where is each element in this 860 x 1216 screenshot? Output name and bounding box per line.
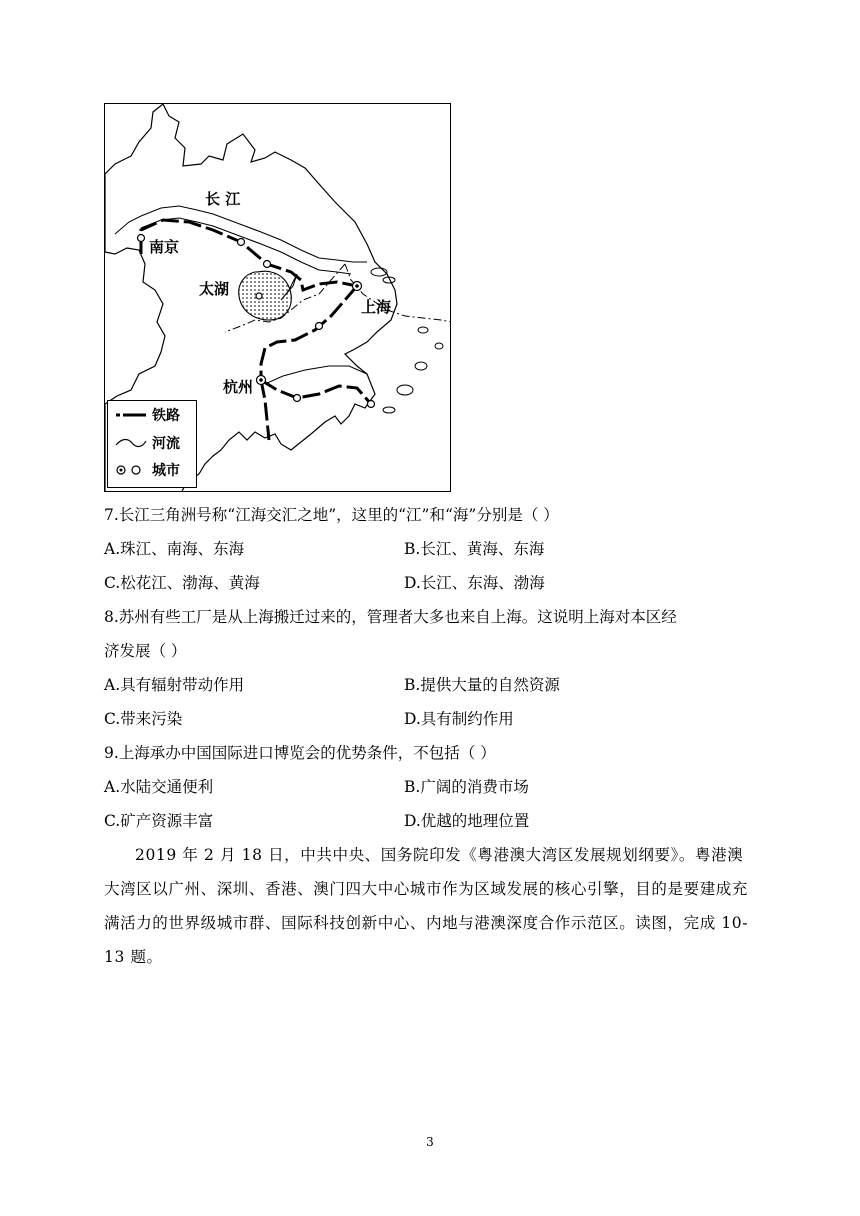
question-9-stem: 9.上海承办中国国际进口博览会的优势条件，不包括（ ）	[104, 744, 496, 762]
question-7-option-a: A.珠江、南海、东海	[104, 540, 245, 558]
island	[418, 327, 428, 333]
river-upper	[115, 216, 141, 234]
island	[383, 407, 395, 413]
label-changjiang: 长 江	[205, 190, 241, 208]
city-dot	[368, 401, 375, 408]
yangtze-delta-map	[104, 103, 451, 492]
railway-hangzhou-east	[261, 380, 371, 404]
page-number: 3	[426, 1135, 434, 1149]
legend-railway-label: 铁路	[152, 408, 180, 424]
legend-railway	[112, 404, 196, 426]
city-dot	[294, 395, 301, 402]
question-7-stem: 7.长江三角洲号称“江海交汇之地”，这里的“江”和“海”分别是（ ）	[104, 506, 559, 524]
question-8-stem-line1: 8.苏州有些工厂是从上海搬迁过来的，管理者大多也来自上海。这说明上海对本区经	[104, 608, 677, 626]
railway-symbol-icon	[114, 408, 148, 422]
legend-river	[112, 432, 196, 454]
city-dot	[264, 261, 271, 268]
question-9-option-a: A.水陆交通便利	[104, 778, 214, 796]
passage-text: 2019 年 2 月 18 日，中共中央、国务院印发《粤港澳大湾区发展规划纲要》。粤港澳大湾区以广州、深圳、香港、澳门四大中心城市作为区域发展的核心引擎，目的是要建成充满活力的世界级城市群、国际科技创新中心、内地与港澳深度合作示范区。读图，完成 10-13 题。	[104, 846, 749, 966]
legend-city	[112, 459, 196, 481]
city-dot-shanghai-inner	[355, 284, 359, 288]
railway-hangzhou-south	[261, 380, 269, 440]
label-shanghai: 上海	[361, 298, 392, 316]
city-dot	[238, 239, 245, 246]
taihu-lake	[239, 271, 292, 320]
river-qiantang	[265, 366, 367, 384]
question-8-option-a: A.具有辐射带动作用	[104, 676, 245, 694]
question-8-option-b: B.提供大量的自然资源	[404, 676, 560, 694]
river-symbol-icon	[114, 436, 148, 450]
city-dot-hangzhou-inner	[259, 378, 263, 382]
label-nanjing: 南京	[149, 238, 180, 256]
question-7-option-b: B.长江、黄海、东海	[404, 540, 545, 558]
island	[397, 385, 413, 395]
city-symbol-icon	[114, 463, 148, 477]
question-8-option-d: D.具有制约作用	[404, 710, 514, 728]
legend-river-label: 河流	[152, 436, 180, 452]
legend-city-label: 城市	[152, 463, 180, 479]
question-7-option-c: C.松花江、渤海、黄海	[104, 574, 260, 592]
city-dot-nanjing	[138, 235, 145, 242]
label-hangzhou: 杭州	[223, 378, 254, 396]
island	[415, 362, 427, 370]
city-dot	[316, 323, 323, 330]
city-dot-suzhou	[256, 293, 262, 299]
question-9-option-b: B.广阔的消费市场	[404, 778, 529, 796]
label-taihu: 太湖	[199, 280, 230, 298]
map-legend	[107, 400, 197, 488]
question-9-option-d: D.优越的地理位置	[404, 812, 530, 830]
island	[435, 343, 443, 349]
question-8-stem-line2: 济发展（ ）	[104, 642, 187, 660]
question-8-option-c: C.带来污染	[104, 710, 183, 728]
question-7-option-d: D.长江、东海、渤海	[404, 574, 545, 592]
question-9-option-c: C.矿产资源丰富	[104, 812, 214, 830]
